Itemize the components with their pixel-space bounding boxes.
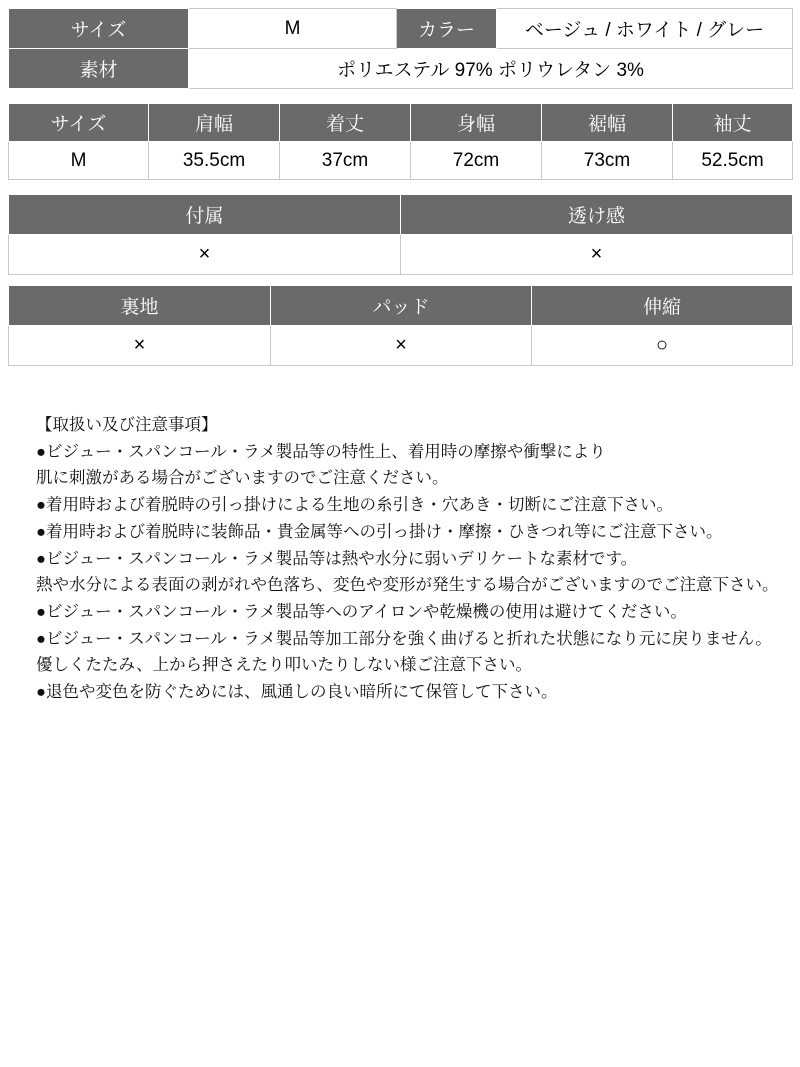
size-header-length: 着丈 — [280, 104, 411, 142]
size-value-hem: 73cm — [542, 142, 673, 180]
size-header-sleeve: 袖丈 — [673, 104, 793, 142]
spacer — [8, 89, 792, 103]
table-header-row — [9, 286, 793, 326]
attr-header-lining: 裏地 — [9, 286, 271, 326]
spec-value-size: M — [189, 9, 397, 49]
attr-value-sheerness: × — [401, 235, 793, 275]
spacer — [8, 180, 792, 194]
table-row — [9, 9, 793, 49]
attr-header-stretch: 伸縮 — [532, 286, 793, 326]
spec-value-color: ベージュ / ホワイト / グレー — [497, 9, 793, 49]
care-note-line: ●ビジュー・スパンコール・ラメ製品等加工部分を強く曲げると折れた状態になり元に戻りません。 — [36, 629, 772, 648]
care-note-line: 優しくたたみ、上から押さえたり叩いたりしない様ご注意下さい。 — [36, 656, 532, 675]
size-value-length: 37cm — [280, 142, 411, 180]
attr-header-sheerness: 透け感 — [401, 195, 793, 235]
spec-table — [8, 8, 793, 89]
size-value-shoulder: 35.5cm — [149, 142, 280, 180]
care-notes — [8, 412, 792, 706]
size-value-sleeve: 52.5cm — [673, 142, 793, 180]
attr-header-pad: パッド — [271, 286, 532, 326]
table-row — [9, 142, 793, 180]
size-header-bust: 身幅 — [411, 104, 542, 142]
spec-label-size: サイズ — [9, 9, 189, 49]
care-note-line: ●着用時および着脱時の引っ掛けによる生地の糸引き・穴あき・切断にご注意下さい。 — [36, 496, 673, 515]
spec-label-color: カラー — [397, 9, 497, 49]
attr-value-lining: × — [9, 326, 271, 366]
spacer — [8, 275, 792, 285]
attr-value-accessory: × — [9, 235, 401, 275]
care-note-line: 肌に刺激がある場合がございますのでご注意ください。 — [36, 469, 449, 488]
size-header-hem: 裾幅 — [542, 104, 673, 142]
size-value-size: M — [9, 142, 149, 180]
attribute-table-lining-pad-stretch — [8, 285, 793, 366]
care-note-line: ●ビジュー・スパンコール・ラメ製品等の特性上、着用時の摩擦や衝撃により — [36, 442, 606, 461]
attribute-table-accessory-sheer — [8, 194, 793, 275]
table-row — [9, 49, 793, 89]
attr-value-pad: × — [271, 326, 532, 366]
care-note-line: ●ビジュー・スパンコール・ラメ製品等は熱や水分に弱いデリケートな素材です。 — [36, 549, 638, 568]
table-header-row — [9, 195, 793, 235]
care-note-line: 熱や水分による表面の剥がれや色落ち、変色や変形が発生する場合がございますのでご注意下さい。 — [36, 576, 779, 595]
care-notes-title: 【取扱い及び注意事項】 — [36, 416, 218, 434]
size-measurements-table — [8, 103, 793, 180]
care-note-line: ●退色や変色を防ぐためには、風通しの良い暗所にて保管して下さい。 — [36, 683, 558, 702]
attr-header-accessory: 付属 — [9, 195, 401, 235]
table-row — [9, 235, 793, 275]
attr-value-stretch: ○ — [532, 326, 793, 366]
care-note-line: ●ビジュー・スパンコール・ラメ製品等へのアイロンや乾燥機の使用は避けてください。 — [36, 603, 687, 622]
spec-value-material: ポリエステル 97% ポリウレタン 3% — [189, 49, 793, 89]
table-header-row — [9, 104, 793, 142]
table-row — [9, 326, 793, 366]
size-value-bust: 72cm — [411, 142, 542, 180]
spec-label-material: 素材 — [9, 49, 189, 89]
care-note-line: ●着用時および着脱時に装飾品・貴金属等への引っ掛け・摩擦・ひきつれ等にご注意下さい。 — [36, 522, 723, 541]
size-header-size: サイズ — [9, 104, 149, 142]
size-header-shoulder: 肩幅 — [149, 104, 280, 142]
